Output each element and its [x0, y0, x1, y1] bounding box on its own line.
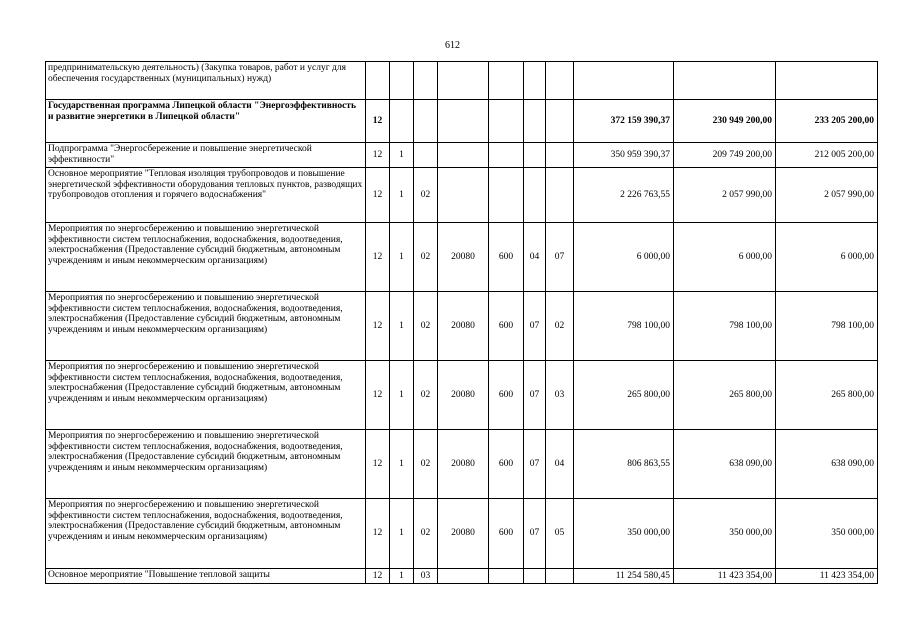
code-cell-subprogram: 1 [390, 223, 414, 292]
table-row [46, 168, 878, 223]
code-cell-main-event [414, 143, 438, 168]
code-cell-section: 07 [524, 499, 546, 569]
table-row [46, 100, 878, 143]
code-cell-expense-type [489, 62, 524, 100]
code-cell-main-event: 02 [414, 168, 438, 223]
code-cell-subsection: 07 [546, 223, 574, 292]
code-cell-subprogram: 1 [390, 361, 414, 430]
amount-cell-year1 [574, 62, 674, 100]
code-cell-section [524, 168, 546, 223]
code-cell-program: 12 [366, 569, 390, 584]
code-cell-main-event: 03 [414, 569, 438, 584]
row-name-cell: Основное мероприятие "Тепловая изоляция трубопроводов и повышение энергетической эффективности оборудования тепловых пунктов, разводящих трубопроводов отопления и горячего водоснабжения" [46, 168, 366, 223]
code-cell-section [524, 62, 546, 100]
code-cell-section: 07 [524, 430, 546, 499]
page-number: 612 [445, 40, 460, 51]
code-cell-direction [438, 168, 489, 223]
amount-cell-year2: 798 100,00 [674, 292, 776, 361]
table-row [46, 143, 878, 168]
code-cell-direction [438, 569, 489, 584]
table-row [46, 292, 878, 361]
amount-cell-year2 [674, 62, 776, 100]
code-cell-subprogram: 1 [390, 168, 414, 223]
amount-cell-year1: 798 100,00 [574, 292, 674, 361]
code-cell-subsection [546, 168, 574, 223]
amount-cell-year1: 806 863,55 [574, 430, 674, 499]
code-cell-program: 12 [366, 292, 390, 361]
amount-cell-year3: 350 000,00 [776, 499, 878, 569]
code-cell-subsection: 05 [546, 499, 574, 569]
row-name-cell: Мероприятия по энергосбережению и повышению энергетической эффективности систем теплоснабжения, водоснабжения, водоотведения, электроснабжения (Предоставление субсидий бюджетным, автономным учреждениям и иным некоммерческим организациям) [46, 223, 366, 292]
code-cell-subprogram: 1 [390, 430, 414, 499]
table-row [46, 62, 878, 100]
code-cell-direction: 20080 [438, 430, 489, 499]
code-cell-program: 12 [366, 223, 390, 292]
code-cell-subprogram: 1 [390, 569, 414, 584]
code-cell-main-event [414, 62, 438, 100]
code-cell-program: 12 [366, 143, 390, 168]
code-cell-program: 12 [366, 168, 390, 223]
table-row [46, 569, 878, 584]
amount-cell-year3: 2 057 990,00 [776, 168, 878, 223]
amount-cell-year2: 350 000,00 [674, 499, 776, 569]
code-cell-section [524, 100, 546, 143]
amount-cell-year2: 638 090,00 [674, 430, 776, 499]
code-cell-expense-type [489, 143, 524, 168]
code-cell-expense-type: 600 [489, 292, 524, 361]
code-cell-expense-type: 600 [489, 223, 524, 292]
code-cell-main-event: 02 [414, 223, 438, 292]
amount-cell-year3: 638 090,00 [776, 430, 878, 499]
code-cell-subsection [546, 100, 574, 143]
code-cell-main-event: 02 [414, 361, 438, 430]
code-cell-main-event: 02 [414, 499, 438, 569]
code-cell-expense-type [489, 168, 524, 223]
amount-cell-year3: 11 423 354,00 [776, 569, 878, 584]
code-cell-expense-type [489, 569, 524, 584]
code-cell-main-event: 02 [414, 430, 438, 499]
code-cell-direction [438, 62, 489, 100]
code-cell-main-event [414, 100, 438, 143]
code-cell-expense-type [489, 100, 524, 143]
table-row [46, 430, 878, 499]
amount-cell-year2: 265 800,00 [674, 361, 776, 430]
code-cell-direction: 20080 [438, 292, 489, 361]
code-cell-subprogram: 1 [390, 143, 414, 168]
table-row [46, 223, 878, 292]
code-cell-subsection [546, 569, 574, 584]
amount-cell-year2: 2 057 990,00 [674, 168, 776, 223]
amount-cell-year2: 6 000,00 [674, 223, 776, 292]
table-body [46, 62, 878, 584]
row-name-cell: Мероприятия по энергосбережению и повышению энергетической эффективности систем теплоснабжения, водоснабжения, водоотведения, электроснабжения (Предоставление субсидий бюджетным, автономным учреждениям и иным некоммерческим организациям) [46, 430, 366, 499]
code-cell-direction [438, 100, 489, 143]
code-cell-program: 12 [366, 430, 390, 499]
amount-cell-year3 [776, 62, 878, 100]
code-cell-subprogram: 1 [390, 499, 414, 569]
row-name-cell: Мероприятия по энергосбережению и повышению энергетической эффективности систем теплоснабжения, водоснабжения, водоотведения, электроснабжения (Предоставление субсидий бюджетным, автономным учреждениям и иным некоммерческим организациям) [46, 499, 366, 569]
code-cell-section: 04 [524, 223, 546, 292]
amount-cell-year3: 6 000,00 [776, 223, 878, 292]
amount-cell-year1: 11 254 580,45 [574, 569, 674, 584]
code-cell-subprogram [390, 100, 414, 143]
row-name-cell: Государственная программа Липецкой области "Энергоэффективность и развитие энергетики в Липецкой области" [46, 100, 366, 143]
code-cell-subprogram [390, 62, 414, 100]
code-cell-subsection: 02 [546, 292, 574, 361]
amount-cell-year3: 212 005 200,00 [776, 143, 878, 168]
code-cell-main-event: 02 [414, 292, 438, 361]
amount-cell-year3: 798 100,00 [776, 292, 878, 361]
code-cell-expense-type: 600 [489, 361, 524, 430]
code-cell-program [366, 62, 390, 100]
code-cell-section [524, 569, 546, 584]
amount-cell-year2: 209 749 200,00 [674, 143, 776, 168]
code-cell-subsection [546, 62, 574, 100]
code-cell-section [524, 143, 546, 168]
code-cell-program: 12 [366, 361, 390, 430]
code-cell-direction: 20080 [438, 223, 489, 292]
code-cell-direction: 20080 [438, 499, 489, 569]
code-cell-expense-type: 600 [489, 499, 524, 569]
amount-cell-year2: 230 949 200,00 [674, 100, 776, 143]
code-cell-subprogram: 1 [390, 292, 414, 361]
code-cell-program: 12 [366, 499, 390, 569]
code-cell-expense-type: 600 [489, 430, 524, 499]
code-cell-subsection: 03 [546, 361, 574, 430]
row-name-cell: Мероприятия по энергосбережению и повышению энергетической эффективности систем теплоснабжения, водоснабжения, водоотведения, электроснабжения (Предоставление субсидий бюджетным, автономным учреждениям и иным некоммерческим организациям) [46, 361, 366, 430]
code-cell-program: 12 [366, 100, 390, 143]
amount-cell-year3: 233 205 200,00 [776, 100, 878, 143]
code-cell-direction [438, 143, 489, 168]
budget-table [45, 61, 878, 584]
code-cell-direction: 20080 [438, 361, 489, 430]
row-name-cell: Мероприятия по энергосбережению и повышению энергетической эффективности систем теплоснабжения, водоснабжения, водоотведения, электроснабжения (Предоставление субсидий бюджетным, автономным учреждениям и иным некоммерческим организациям) [46, 292, 366, 361]
row-name-cell: Основное мероприятие "Повышение тепловой защиты [46, 569, 366, 584]
amount-cell-year1: 350 000,00 [574, 499, 674, 569]
table-row [46, 361, 878, 430]
amount-cell-year3: 265 800,00 [776, 361, 878, 430]
code-cell-subsection: 04 [546, 430, 574, 499]
row-name-cell: предпринимательскую деятельность) (Закупка товаров, работ и услуг для обеспечения государственных (муниципальных) нужд) [46, 62, 366, 100]
amount-cell-year1: 6 000,00 [574, 223, 674, 292]
amount-cell-year2: 11 423 354,00 [674, 569, 776, 584]
amount-cell-year1: 265 800,00 [574, 361, 674, 430]
code-cell-section: 07 [524, 361, 546, 430]
amount-cell-year1: 2 226 763,55 [574, 168, 674, 223]
table-row [46, 499, 878, 569]
amount-cell-year1: 350 959 390,37 [574, 143, 674, 168]
code-cell-subsection [546, 143, 574, 168]
code-cell-section: 07 [524, 292, 546, 361]
amount-cell-year1: 372 159 390,37 [574, 100, 674, 143]
row-name-cell: Подпрограмма "Энергосбережение и повышение энергетической эффективности" [46, 143, 366, 168]
